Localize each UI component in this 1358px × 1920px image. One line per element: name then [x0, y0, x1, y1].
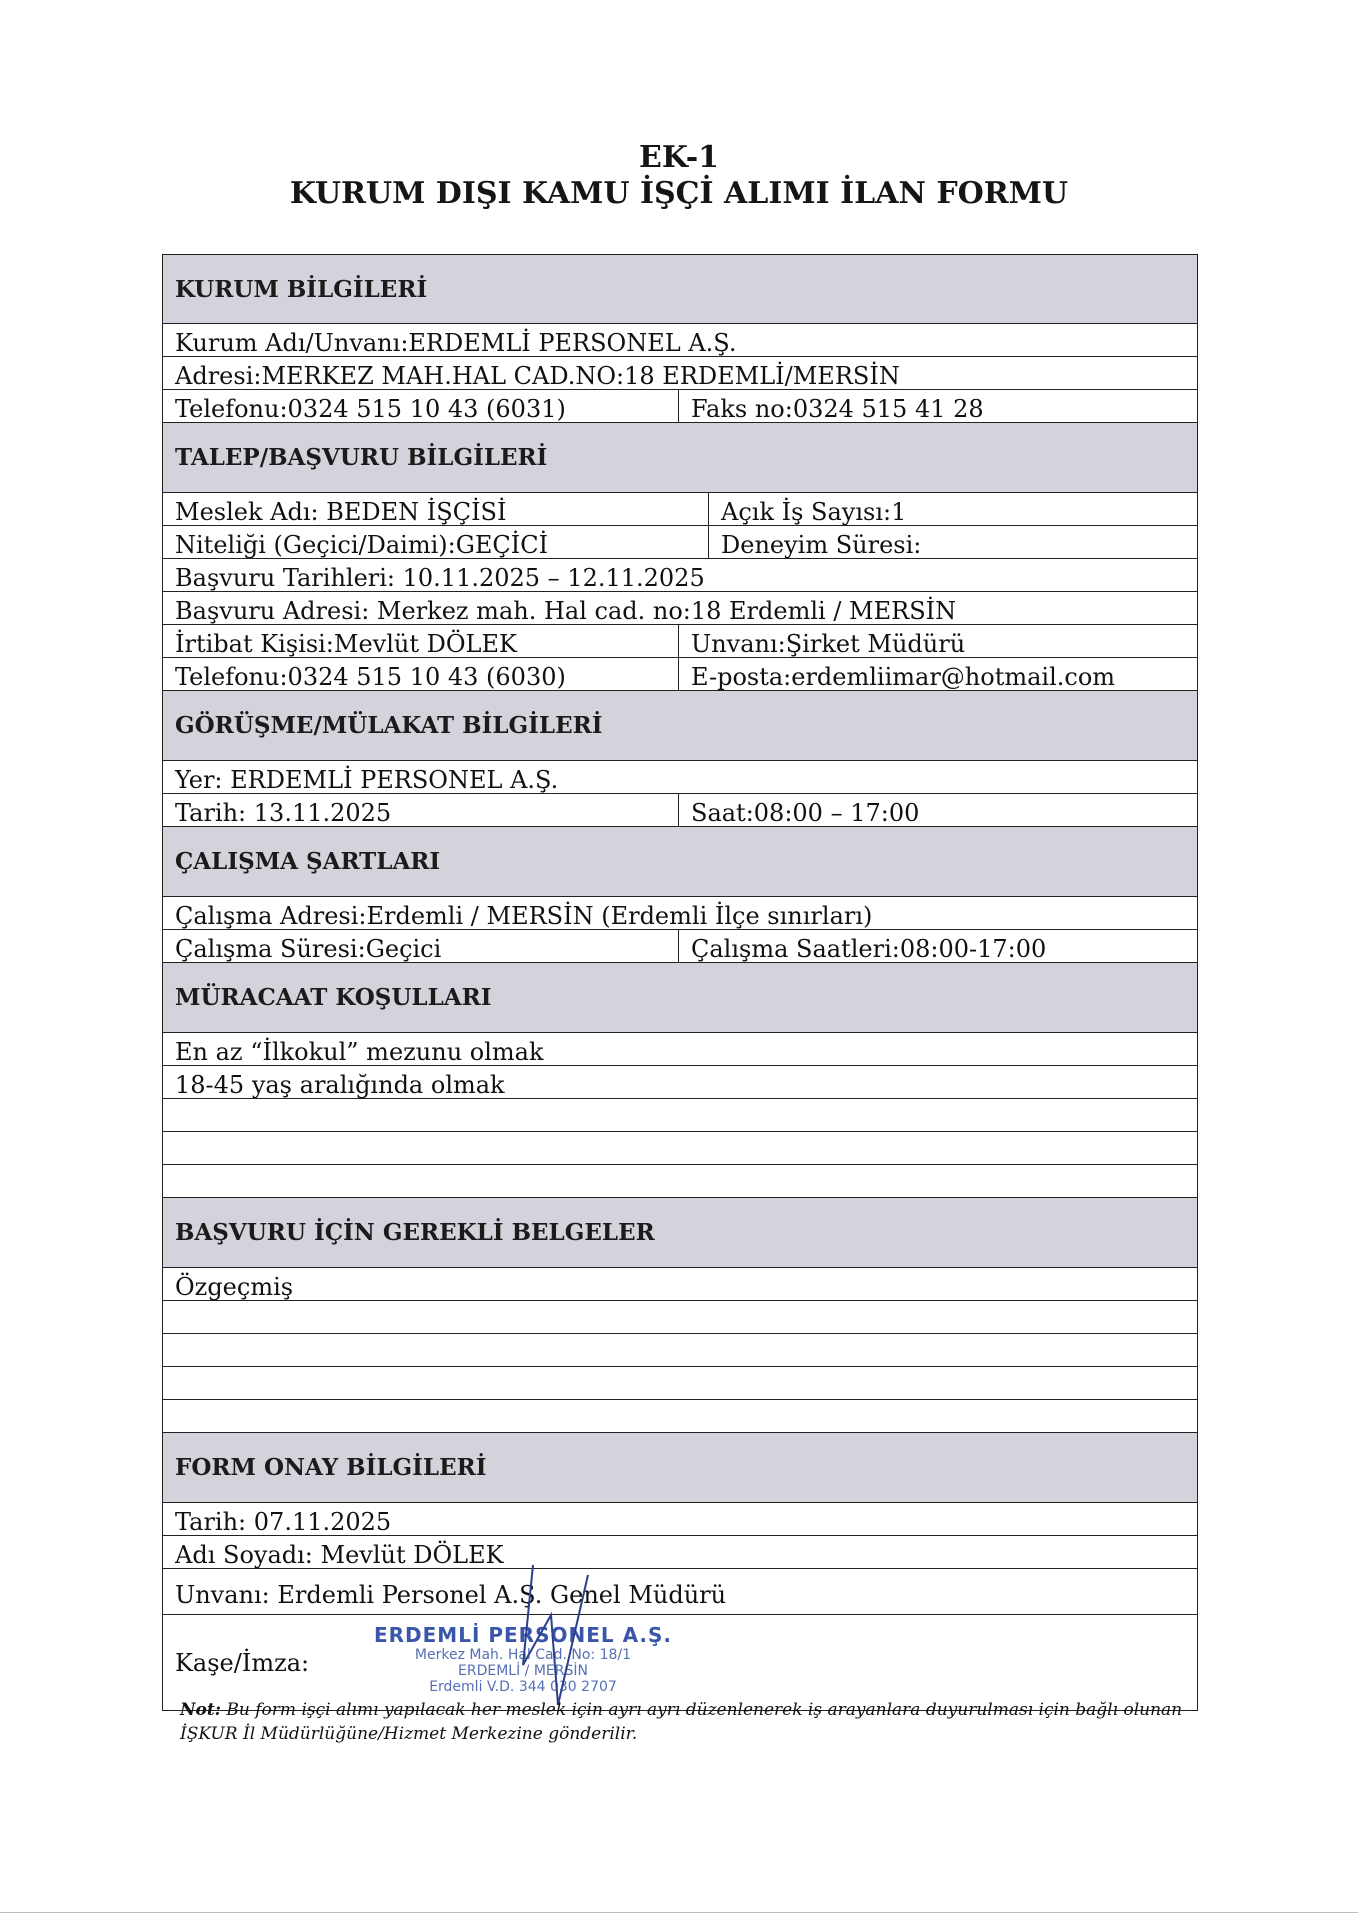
belgeler-item: Özgeçmiş	[175, 1273, 294, 1300]
talep-meslek-row	[162, 493, 1198, 526]
talep-tarihler-row	[162, 559, 1198, 592]
kurum-phone: Telefonu:0324 515 10 43 (6031)	[175, 395, 566, 422]
muracaat-empty-row	[162, 1165, 1198, 1198]
signature-row	[162, 1615, 1198, 1711]
kurum-phone-row	[162, 390, 1198, 423]
section-calisma-heading: ÇALIŞMA ŞARTLARI	[162, 827, 1198, 897]
talep-tarihler: Başvuru Tarihleri: 10.11.2025 – 12.11.2025	[175, 564, 705, 591]
kase-imza-label: Kaşe/İmza:	[175, 1649, 310, 1677]
calisma-saatler: Çalışma Saatleri:08:00-17:00	[678, 930, 1197, 962]
onay-tarih: Tarih: 07.11.2025	[175, 1508, 392, 1535]
talep-telefon-row	[162, 658, 1198, 691]
gorusme-tarih: Tarih: 13.11.2025	[175, 799, 392, 826]
muracaat-item-row	[162, 1066, 1198, 1099]
section-talep-heading: TALEP/BAŞVURU BİLGİLERİ	[162, 423, 1198, 493]
belgeler-empty-row	[162, 1301, 1198, 1334]
form-table	[162, 254, 1198, 1711]
belgeler-empty-row	[162, 1334, 1198, 1367]
muracaat-empty-row	[162, 1099, 1198, 1132]
note-label: Not:	[180, 1700, 222, 1720]
footer-note	[180, 1698, 1220, 1746]
belgeler-item-row	[162, 1268, 1198, 1301]
stamp-line: ERDEMLİ PERSONEL A.Ş.	[373, 1623, 673, 1647]
stamp-line: Erdemli V.D. 344 030 2707	[429, 1679, 617, 1695]
gorusme-tarih-row	[162, 794, 1198, 827]
gorusme-yer-row	[162, 761, 1198, 794]
page-edge-line	[0, 1912, 1358, 1913]
talep-adres: Başvuru Adresi: Merkez mah. Hal cad. no:18 Erdemli / MERSİN	[175, 597, 957, 624]
section-onay-heading: FORM ONAY BİLGİLERİ	[162, 1433, 1198, 1503]
muracaat-empty-row	[162, 1132, 1198, 1165]
section-belgeler-heading: BAŞVURU İÇİN GEREKLİ BELGELER	[162, 1198, 1198, 1268]
kurum-name-row	[162, 324, 1198, 357]
calisma-adres-row	[162, 897, 1198, 930]
talep-deneyim: Deneyim Süresi:	[708, 526, 1197, 558]
form-title: KURUM DIŞI KAMU İŞÇİ ALIMI İLAN FORMU	[289, 176, 1069, 211]
calisma-sure: Çalışma Süresi:Geçici	[175, 935, 442, 962]
onay-unvan: Unvanı: Erdemli Personel A.Ş. Genel Müdürü	[175, 1581, 727, 1609]
muracaat-item: 18-45 yaş aralığında olmak	[175, 1071, 505, 1098]
onay-adsoyad-row	[162, 1536, 1198, 1569]
form-code: EK-1	[638, 140, 720, 175]
gorusme-saat: Saat:08:00 – 17:00	[678, 794, 1197, 826]
belgeler-empty-row	[162, 1400, 1198, 1433]
talep-nitelik-row	[162, 526, 1198, 559]
talep-telefon: Telefonu:0324 515 10 43 (6030)	[175, 663, 566, 690]
talep-irtibat-row	[162, 625, 1198, 658]
calisma-sure-row	[162, 930, 1198, 963]
onay-tarih-row	[162, 1503, 1198, 1536]
talep-acik-is: Açık İş Sayısı:1	[708, 493, 1197, 525]
stamp-line: ERDEMLİ / MERSİN	[458, 1663, 588, 1679]
section-muracaat-heading: MÜRACAAT KOŞULLARI	[162, 963, 1198, 1033]
kurum-fax: Faks no:0324 515 41 28	[678, 390, 1197, 422]
stamp-line: Merkez Mah. Hal Cad. No: 18/1	[414, 1647, 632, 1663]
kurum-address: Adresi:MERKEZ MAH.HAL CAD.NO:18 ERDEMLİ/MERSİN	[175, 362, 900, 389]
belgeler-empty-row	[162, 1367, 1198, 1400]
note-text: Bu form işçi alımı yapılacak her meslek için ayrı ayrı düzenlenerek iş arayanlara duyurulması için bağlı olunan İŞKUR İl Müdürlüğüne/Hizmet Merkezine gönderilir.	[180, 1700, 1183, 1744]
muracaat-item: En az “İlkokul” mezunu olmak	[175, 1038, 544, 1065]
talep-adres-row	[162, 592, 1198, 625]
talep-nitelik: Niteliği (Geçici/Daimi):GEÇİCİ	[175, 531, 549, 558]
talep-meslek: Meslek Adı: BEDEN İŞÇİSİ	[175, 498, 507, 525]
talep-eposta: E-posta:erdemliimar@hotmail.com	[678, 658, 1197, 690]
kurum-name: Kurum Adı/Unvanı:ERDEMLİ PERSONEL A.Ş.	[175, 329, 737, 356]
section-gorusme-heading: GÖRÜŞME/MÜLAKAT BİLGİLERİ	[162, 691, 1198, 761]
muracaat-item-row	[162, 1033, 1198, 1066]
calisma-adres: Çalışma Adresi:Erdemli / MERSİN (Erdemli İlçe sınırları)	[175, 902, 873, 929]
talep-unvan: Unvanı:Şirket Müdürü	[678, 625, 1197, 657]
onay-unvan-row	[162, 1569, 1198, 1615]
kurum-address-row	[162, 357, 1198, 390]
talep-irtibat: İrtibat Kişisi:Mevlüt DÖLEK	[175, 630, 517, 657]
section-kurum-heading: KURUM BİLGİLERİ	[162, 254, 1198, 324]
gorusme-yer: Yer: ERDEMLİ PERSONEL A.Ş.	[175, 766, 559, 793]
form-header	[0, 140, 1358, 212]
onay-adsoyad: Adı Soyadı: Mevlüt DÖLEK	[175, 1541, 504, 1568]
